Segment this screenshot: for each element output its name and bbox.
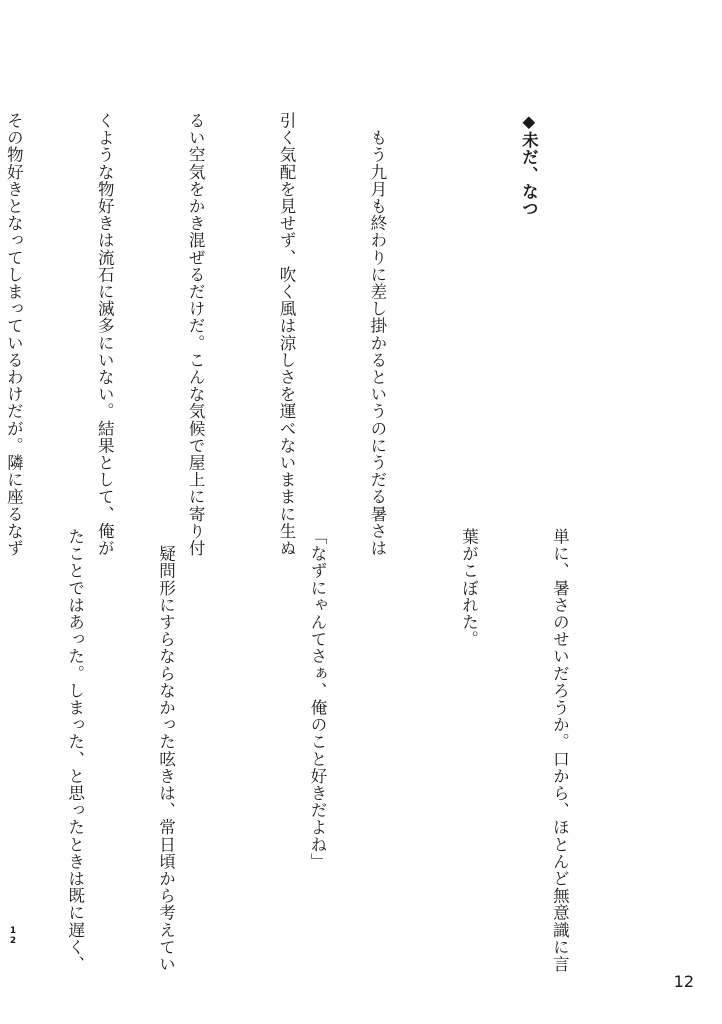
text-column: たことではあった。しまった、と思ったときは既に遅く、	[65, 528, 85, 973]
text-column: 引く気配を見せず、吹く風は涼しさを運べないままに生ぬ	[277, 112, 297, 557]
text-column: 疑問形にすらならなかった呟きは、常日頃から考えてい	[156, 528, 176, 973]
upper-text-block	[4, 112, 604, 557]
text-column: 葉がこぼれた。	[459, 528, 479, 648]
text-column: るい空気をかき混ぜるだけだ。こんな気候で屋上に寄り付	[186, 112, 206, 557]
text-column: 単に、暑さのせいだろうか。口から、ほとんど無意識に言	[550, 528, 570, 973]
text-column: もう九月も終わりに差し掛かるというのにうだる暑さは	[367, 112, 387, 557]
lower-text-block	[65, 528, 635, 973]
margin-page-marker: 12	[9, 926, 17, 946]
text-column: くような物好きは流石に滅多にいない。結果として、俺が	[95, 112, 115, 557]
text-column: その物好きとなってしまっているわけだが。隣に座るなず	[4, 112, 24, 557]
page-number: 12	[673, 972, 694, 991]
dialogue-column: 「なずにゃんてさぁ、俺のこと好きだよね」	[308, 528, 328, 870]
section-heading: ◆未だ、なつ	[519, 112, 539, 218]
